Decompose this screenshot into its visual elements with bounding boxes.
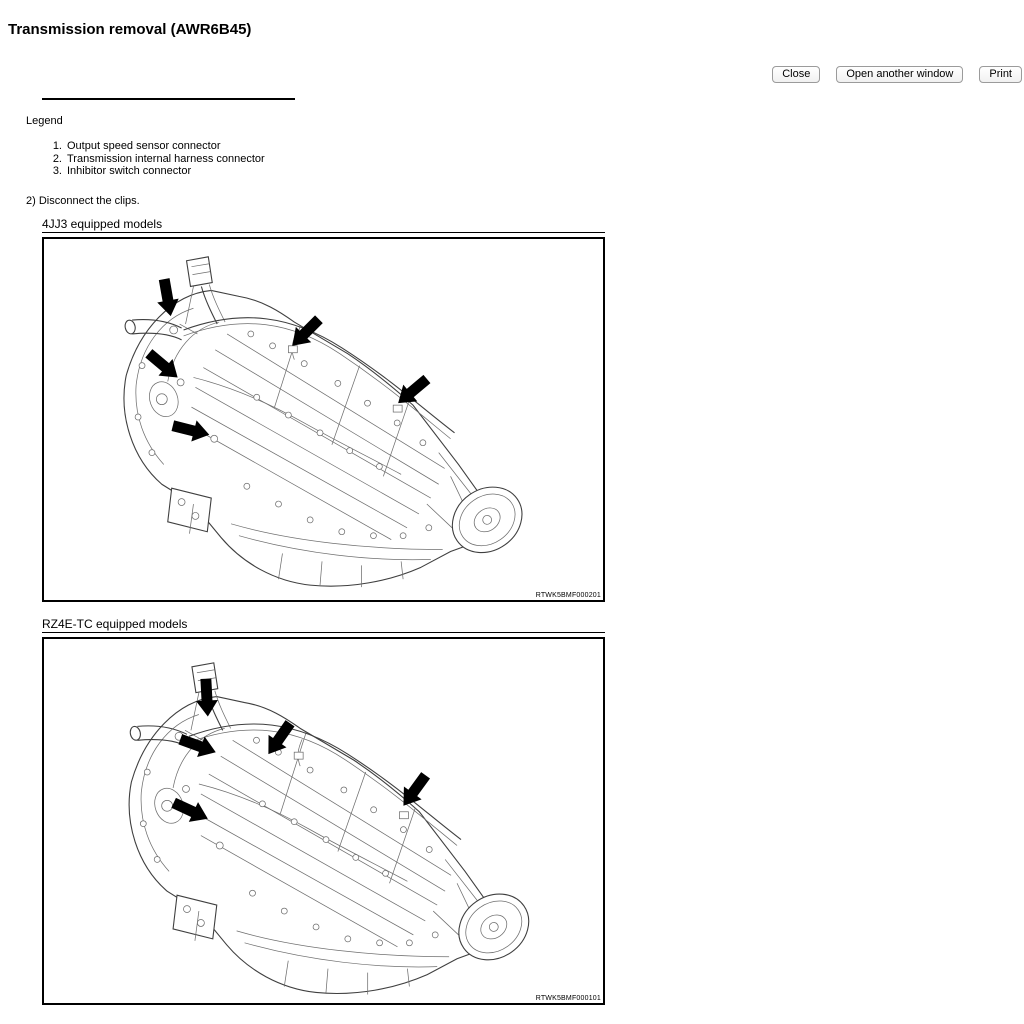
legend-item-text: Inhibitor switch connector bbox=[67, 165, 192, 178]
step-instruction: 2) Disconnect the clips. bbox=[26, 195, 140, 207]
legend-item-number: 2. bbox=[52, 152, 62, 165]
close-button[interactable]: Close bbox=[772, 66, 820, 83]
transmission-illustration-rz4e-tc bbox=[44, 639, 603, 999]
figure-caption-4jj3: 4JJ3 equipped models bbox=[42, 218, 605, 233]
figure-ref-code: RTWK5BMF000101 bbox=[535, 995, 601, 1002]
legend-heading: Legend bbox=[26, 115, 63, 127]
figure-image-4jj3 bbox=[42, 237, 605, 602]
page-title: Transmission removal (AWR6B45) bbox=[8, 21, 252, 38]
open-another-window-button[interactable]: Open another window bbox=[836, 66, 963, 83]
legend-item bbox=[48, 153, 265, 166]
figure-image-rz4e-tc bbox=[42, 637, 605, 1005]
figure-4jj3 bbox=[42, 218, 605, 602]
legend-item bbox=[48, 140, 265, 153]
legend-item-text: Transmission internal harness connector bbox=[67, 152, 265, 165]
legend-item bbox=[48, 165, 265, 178]
figure-ref-code: RTWK5BMF000201 bbox=[535, 592, 601, 599]
print-button[interactable]: Print bbox=[979, 66, 1022, 83]
legend-item-text: Output speed sensor connector bbox=[67, 140, 221, 152]
legend-item-number: 1. bbox=[52, 140, 62, 152]
toolbar bbox=[772, 66, 1022, 83]
legend-list bbox=[48, 140, 265, 178]
figure-caption-rz4e-tc: RZ4E-TC equipped models bbox=[42, 618, 605, 633]
figure-rz4e-tc bbox=[42, 618, 605, 1005]
transmission-illustration-4jj3 bbox=[44, 239, 603, 596]
previous-figure-bottom-border bbox=[42, 98, 295, 100]
legend-item-number: 3. bbox=[52, 165, 62, 178]
